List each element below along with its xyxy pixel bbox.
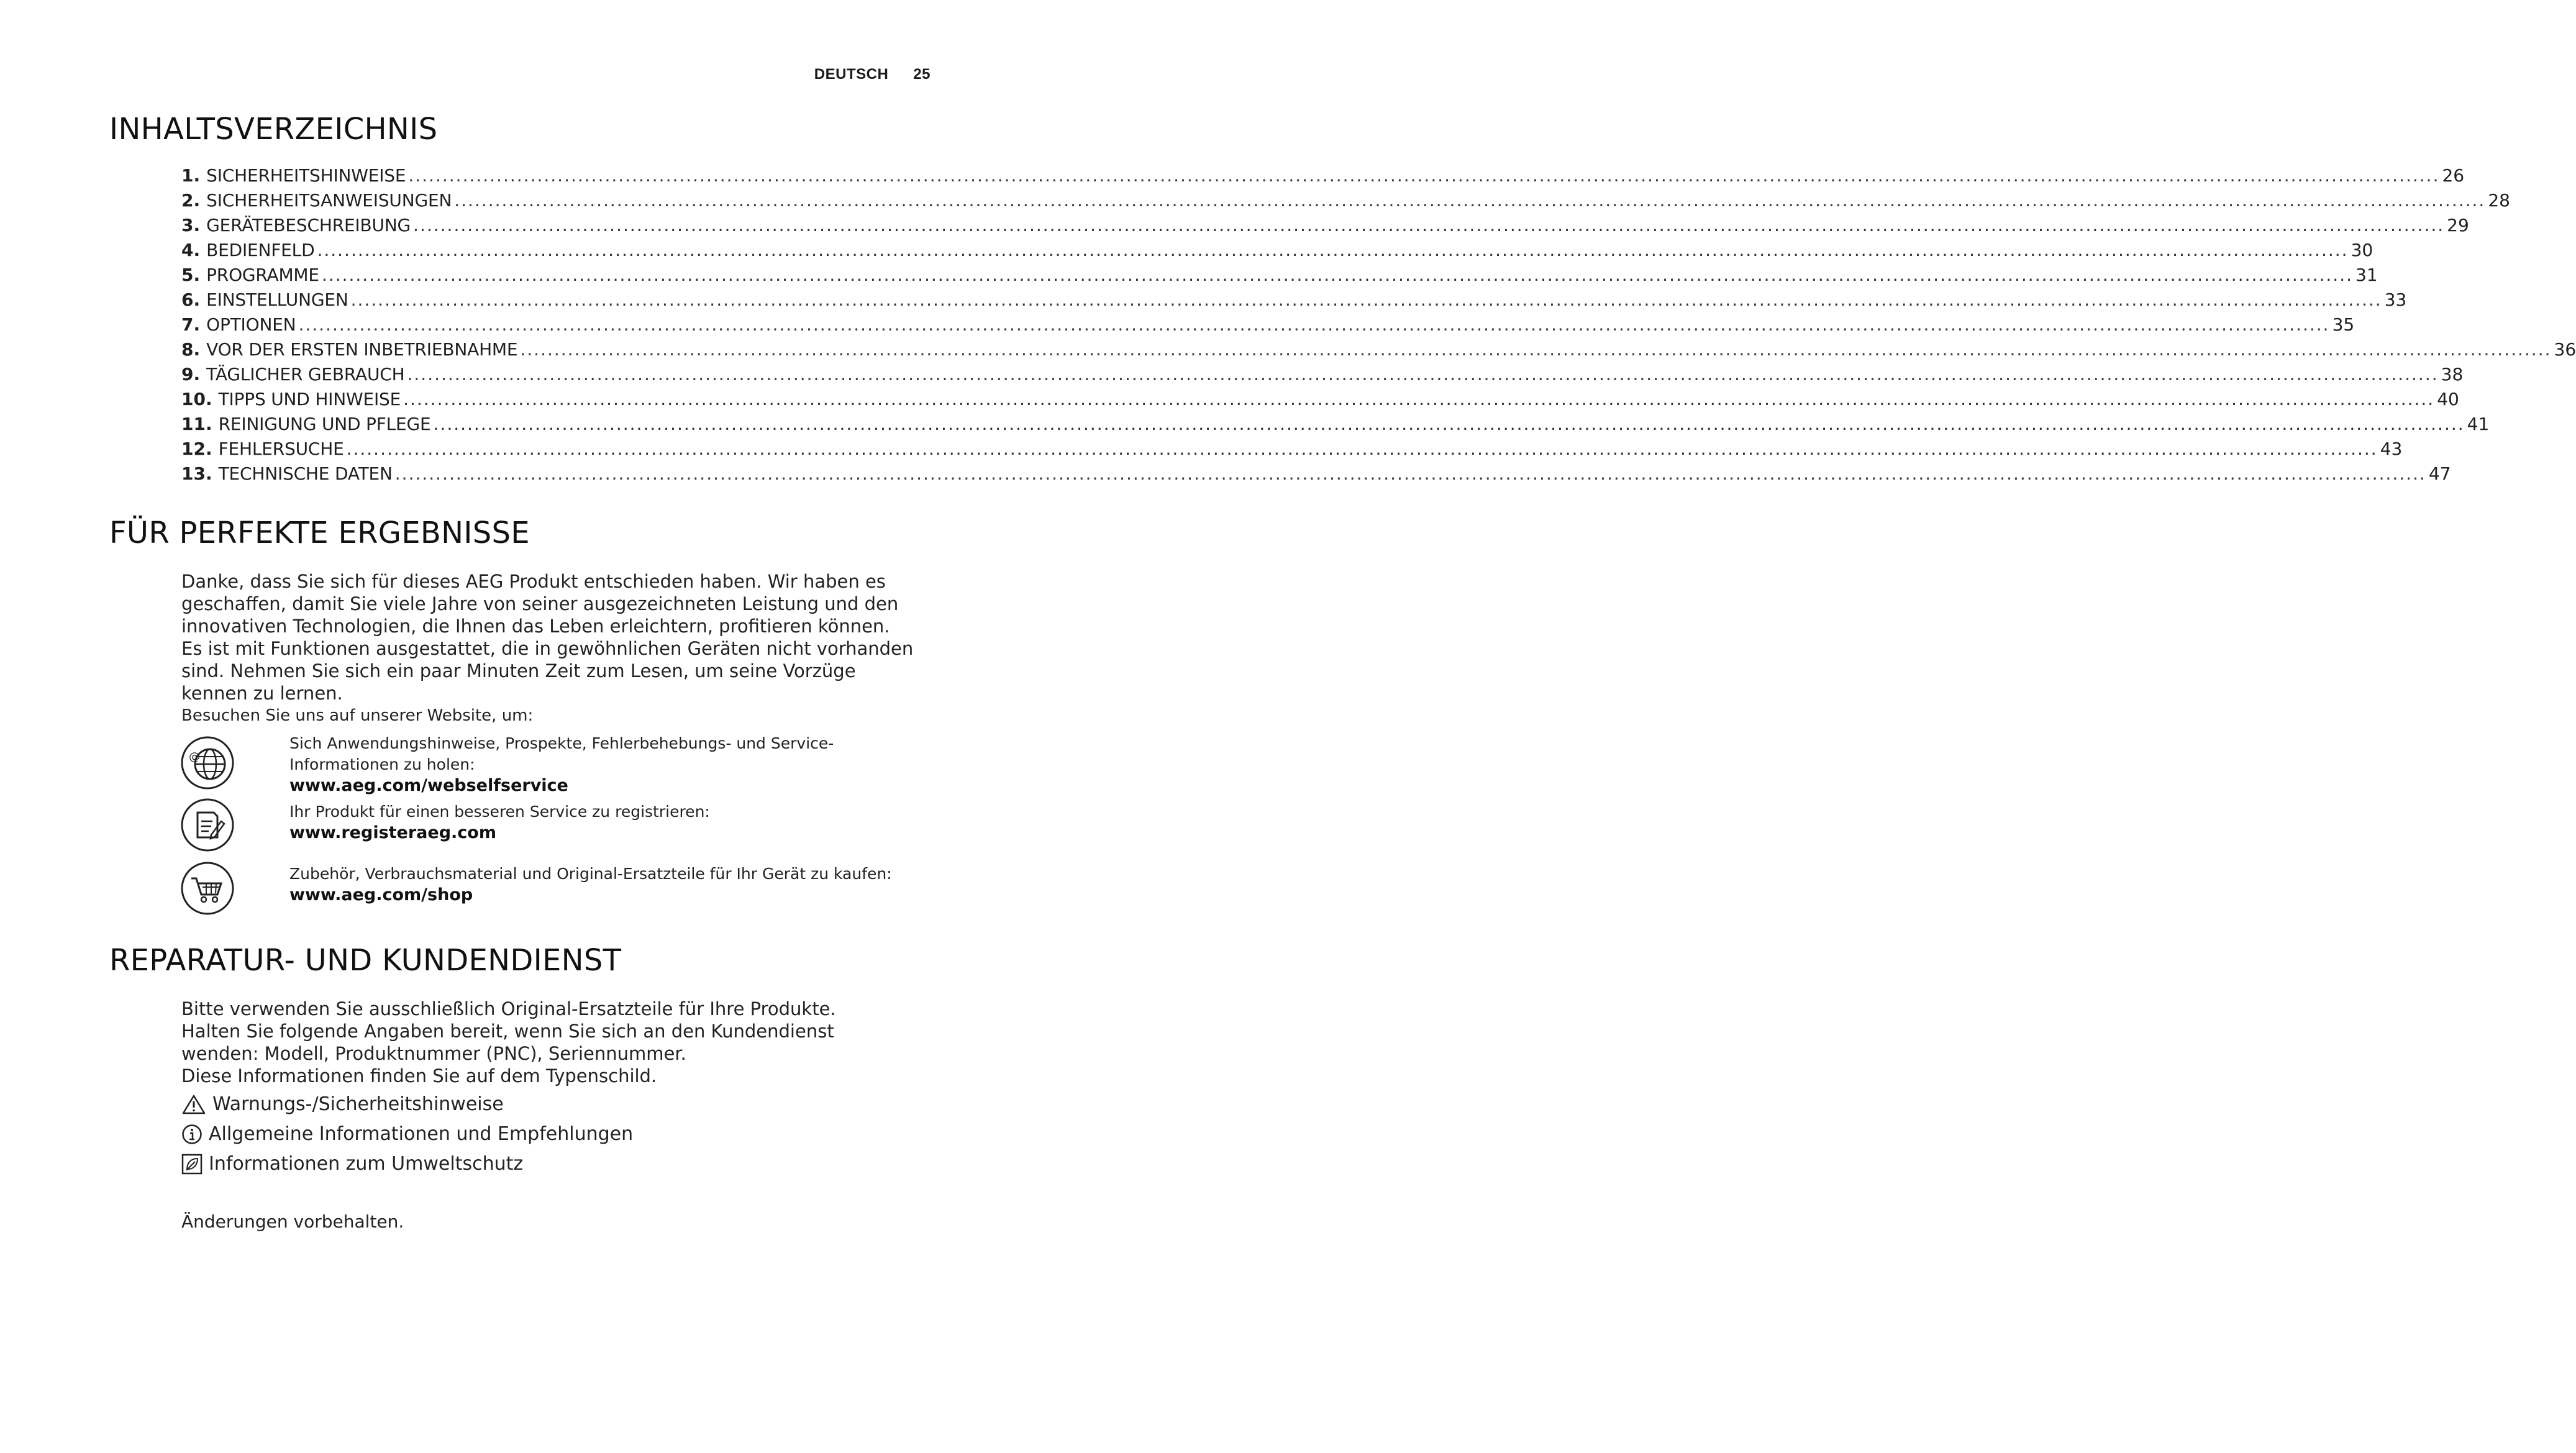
toc-entry-title: VOR DER ERSTEN INBETRIEBNAHME [206, 339, 518, 360]
results-line: kennen zu lernen. [181, 683, 343, 704]
webselfservice-link[interactable]: www.aeg.com/webselfservice [289, 776, 568, 795]
service-text: Sich Anwendungshinweise, Prospekte, Fehlerbehebungs- und Service- Informationen zu holen: www.aeg.com/webselfservice [289, 733, 948, 796]
toc-entry-page: 47 [2428, 463, 2451, 484]
repair-line: wenden: Modell, Produktnummer (PNC), Seriennummer. [181, 1043, 686, 1064]
globe-icon [180, 736, 235, 790]
toc-entry-title: SICHERHEITSANWEISUNGEN [206, 190, 452, 211]
toc-entry-number: 4. [181, 240, 201, 260]
toc-entry[interactable] [181, 165, 2465, 190]
results-title: FÜR PERFEKTE ERGEBNISSE [109, 516, 530, 550]
toc-entry[interactable] [181, 364, 2464, 389]
service-text: Zubehör, Verbrauchsmaterial und Original-Ersatzteile für Ihr Gerät zu kaufen: www.aeg.com/shop [289, 863, 948, 906]
warning-icon [181, 1094, 206, 1115]
toc-leader-dots: ............................................................................................................................................................................................................................................................................................................ [408, 165, 2440, 186]
toc-entry[interactable] [181, 240, 2373, 265]
toc-leader-dots: ............................................................................................................................................................................................................................................................................................................ [298, 314, 2330, 335]
toc-entry-number: 11. [181, 414, 212, 434]
results-intro [181, 570, 945, 727]
repair-line: Diese Informationen finden Sie auf dem Typenschild. [181, 1065, 657, 1086]
legend-environment [181, 1153, 523, 1175]
toc-entry-title: BEDIENFELD [206, 240, 315, 260]
shop-link[interactable]: www.aeg.com/shop [289, 885, 473, 904]
toc-entry-number: 13. [181, 463, 212, 484]
toc-entry[interactable] [181, 314, 2355, 339]
toc-entry-page: 26 [2442, 165, 2465, 186]
toc-title: INHALTSVERZEICHNIS [109, 112, 438, 147]
toc-entry-number: 5. [181, 265, 201, 285]
repair-line: Bitte verwenden Sie ausschließlich Original-Ersatzteile für Ihre Produkte. [181, 998, 836, 1019]
legend-label: Warnungs-/Sicherheitshinweise [212, 1093, 504, 1115]
toc-entry-title: SICHERHEITSHINWEISE [206, 165, 406, 186]
environment-icon [181, 1154, 203, 1175]
toc-leader-dots: ............................................................................................................................................................................................................................................................................................................ [413, 215, 2445, 235]
visit-line: Besuchen Sie uns auf unserer Website, um: [181, 706, 534, 725]
registeraeg-link[interactable]: www.registeraeg.com [289, 823, 496, 842]
svg-text:@: @ [189, 750, 200, 763]
service-text: Ihr Produkt für einen besseren Service zu registrieren: www.registeraeg.com [289, 801, 948, 844]
toc-entry-number: 10. [181, 389, 212, 409]
results-line: Es ist mit Funktionen ausgestattet, die in gewöhnlichen Geräten nicht vorhanden [181, 638, 914, 659]
legend-label: Informationen zum Umweltschutz [209, 1153, 524, 1175]
header-language: DEUTSCH [814, 66, 889, 83]
results-line: Danke, dass Sie sich für dieses AEG Produkt entschieden haben. Wir haben es [181, 571, 886, 592]
toc-entry-page: 41 [2467, 414, 2490, 434]
repair-title: REPARATUR- UND KUNDENDIENST [109, 943, 622, 978]
toc-entry-title: OPTIONEN [206, 314, 296, 335]
toc-entry-page: 29 [2447, 215, 2469, 235]
repair-intro [181, 998, 945, 1087]
toc-entry-number: 9. [181, 364, 201, 385]
toc-leader-dots: ............................................................................................................................................................................................................................................................................................................ [317, 240, 2349, 260]
service-register [180, 795, 950, 856]
toc-entry-page: 38 [2441, 364, 2464, 385]
toc-leader-dots: ............................................................................................................................................................................................................................................................................................................ [433, 414, 2465, 434]
toc-entry-page: 33 [2384, 289, 2407, 310]
toc-entry-title: TIPPS UND HINWEISE [218, 389, 401, 409]
toc-entry[interactable] [181, 339, 2576, 364]
toc-leader-dots: ............................................................................................................................................................................................................................................................................................................ [350, 289, 2382, 310]
results-line: innovativen Technologien, die Ihnen das Leben erleichtern, profitieren können. [181, 616, 890, 637]
toc-entry-page: 35 [2332, 314, 2355, 335]
table-of-contents [181, 165, 2576, 488]
results-line: sind. Nehmen Sie sich ein paar Minuten Zeit zum Lesen, um seine Vorzüge [181, 660, 856, 681]
toc-entry-number: 7. [181, 314, 201, 335]
toc-entry-title: REINIGUNG UND PFLEGE [218, 414, 431, 434]
toc-entry-page: 28 [2488, 190, 2510, 211]
toc-leader-dots: ............................................................................................................................................................................................................................................................................................................ [394, 463, 2426, 484]
toc-entry[interactable] [181, 190, 2510, 215]
toc-entry-title: PROGRAMME [206, 265, 319, 285]
legend-label: Allgemeine Informationen und Empfehlungen [209, 1123, 634, 1145]
toc-entry-number: 2. [181, 190, 201, 211]
toc-entry-title: FEHLERSUCHE [218, 439, 344, 459]
toc-entry-title: EINSTELLUNGEN [206, 289, 348, 310]
toc-entry[interactable] [181, 265, 2378, 289]
toc-entry-number: 1. [181, 165, 201, 186]
repair-line: Halten Sie folgende Angaben bereit, wenn Sie sich an den Kundendienst [181, 1021, 834, 1042]
toc-entry-number: 8. [181, 339, 201, 360]
toc-entry-title: GERÄTEBESCHREIBUNG [206, 215, 411, 235]
service-list [180, 733, 950, 918]
toc-entry[interactable] [181, 389, 2459, 414]
toc-entry-page: 40 [2437, 389, 2459, 409]
toc-leader-dots: ............................................................................................................................................................................................................................................................................................................ [407, 364, 2439, 385]
running-header [814, 66, 931, 83]
toc-leader-dots: ............................................................................................................................................................................................................................................................................................................ [321, 265, 2354, 285]
legend-warning [181, 1093, 504, 1115]
toc-entry[interactable] [181, 439, 2403, 463]
toc-entry[interactable] [181, 215, 2469, 240]
results-line: geschaffen, damit Sie viele Jahre von seiner ausgezeichneten Leistung und den [181, 593, 899, 614]
toc-entry[interactable] [181, 414, 2490, 439]
toc-leader-dots: ............................................................................................................................................................................................................................................................................................................ [346, 439, 2378, 459]
changes-note: Änderungen vorbehalten. [181, 1211, 404, 1232]
service-webselfservice [180, 733, 950, 795]
register-icon [180, 798, 235, 852]
toc-entry-page: 31 [2355, 265, 2378, 285]
toc-leader-dots: ............................................................................................................................................................................................................................................................................................................ [520, 339, 2552, 360]
toc-entry-number: 3. [181, 215, 201, 235]
toc-entry[interactable] [181, 463, 2451, 488]
toc-entry-number: 12. [181, 439, 212, 459]
toc-entry-page: 30 [2351, 240, 2373, 260]
info-icon [181, 1124, 203, 1145]
cart-icon [180, 861, 235, 916]
toc-entry-page: 36 [2554, 339, 2576, 360]
toc-entry-page: 43 [2380, 439, 2403, 459]
service-shop [180, 856, 950, 918]
toc-leader-dots: ............................................................................................................................................................................................................................................................................................................ [403, 389, 2435, 409]
toc-entry[interactable] [181, 289, 2407, 314]
toc-entry-title: TECHNISCHE DATEN [218, 463, 393, 484]
header-page-number: 25 [913, 66, 931, 83]
toc-entry-title: TÄGLICHER GEBRAUCH [206, 364, 405, 385]
legend-info [181, 1123, 633, 1145]
toc-leader-dots: ............................................................................................................................................................................................................................................................................................................ [454, 190, 2486, 211]
toc-entry-number: 6. [181, 289, 201, 310]
